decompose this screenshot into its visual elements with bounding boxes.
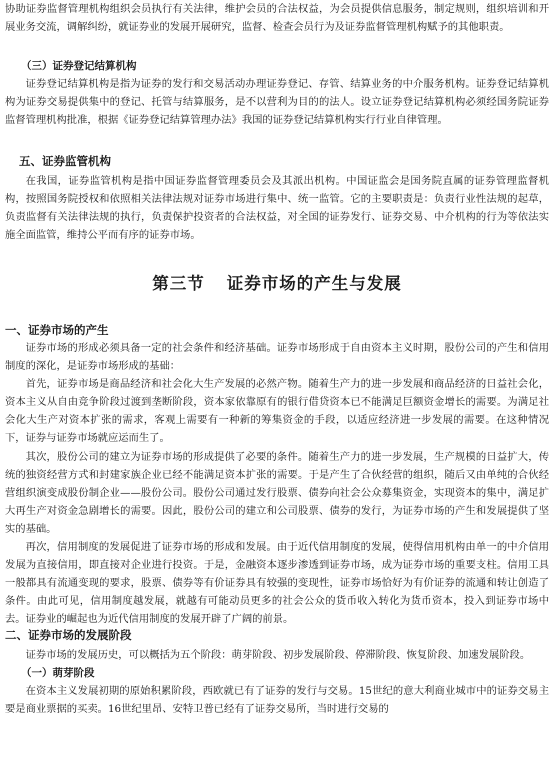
stage-1-text: 在资本主义发展初期的原始积累阶段，西欧就已有了证券的发行与交易。15世纪的意大利商业城市中的证券交易主要是商业票据的买卖。16世纪里昂、安特卫普已经有了证券交易所，当时进行交易的 xyxy=(5,685,549,716)
part-1-heading: 一、证券市场的产生 xyxy=(5,323,109,337)
section-5-block xyxy=(5,152,549,244)
chapter-number: 第三节 xyxy=(152,274,205,293)
section-3-block xyxy=(5,57,549,129)
part-1-paragraph-first: 首先，证券市场是商品经济和社会化大生产发展的必然产物。随着生产力的进一步发展和商品经济的日益社会化，资本主义从自由竞争阶段过渡到垄断阶段，资本家依靠原有的银行借贷资本已不能满足巨额资金增长的需要。为满足社会化大生产对资本扩张的需求，客观上需要有一种新的筹集资金的手段，以适应经济进一步发展的需要。在这种情况下，证券与证券市场就应运而生了。 xyxy=(5,378,549,445)
part-1-block xyxy=(5,321,549,629)
section-5-paragraph: 在我国，证券监管机构是指中国证券监督管理委员会及其派出机构。中国证监会是国务院直属的证券管理监督机构，按照国务院授权和依照相关法律法规对证券市场进行集中、统一监管。它的主要职责是：负责行业性法规的起草，负责监督有关法律法规的执行，负责保护投资者的合法权益，对全国的证券发行、证券交易、中介机构的行为等依法实施全面监管，维持公平而有序的证券市场。 xyxy=(5,175,549,242)
part-1-paragraph-second: 其次，股份公司的建立为证券市场的形成提供了必要的条件。随着生产力的进一步发展，生产规模的日益扩大，传统的独资经营方式和封建家族企业已经不能满足资本扩张的需要。于是产生了合伙经营的组织，随后又由单纯的合伙经营组织演变成股份制企业——股份公司。股份公司通过发行股票、债券向社会公众募集资金，实现资本的集中，满足扩大再生产对资金急剧增长的需要。因此，股份公司的建立和公司股票、债券的发行，为证券市场的产生和发展提供了坚实的基础。 xyxy=(5,450,549,535)
part-1-paragraph-third: 再次，信用制度的发展促进了证券市场的形成和发展。由于近代信用制度的发展，使得信用机构由单一的中介信用发展为直接信用，即直接对企业进行投资。于是，金融资本逐步渗透到证券市场，成为证券市场的重要支柱。信用工具一般都具有流通变现的要求，股票、债券等有价证券具有较强的变现性，证券市场恰好为有价证券的流通和转让创造了条件。由此可见，信用制度越发展，就越有可能动员更多的社会公众的货币收入转化为货币资本，投入到证券市场中去。证券业的崛起也为近代信用制度的发展开辟了广阔的前景。 xyxy=(5,541,549,626)
stage-1-heading: （一）萌芽阶段 xyxy=(21,667,95,680)
section-3-paragraph: 证券登记结算机构是指为证券的发行和交易活动办理证券登记、存管、结算业务的中介服务机构。证券登记结算机构为证券交易提供集中的登记、托管与结算服务，是不以营利为目的的法人。设立证券登记结算机构必须经国务院证券监督管理机构批准，根据《证券登记结算管理办法》我国的证券登记结算机构实行行业自律管理。 xyxy=(5,78,549,127)
top-paragraph: 协助证券监督管理机构组织会员执行有关法律，维护会员的合法权益，为会员提供信息服务，制定规则，组织培训和开展业务交流，调解纠纷，就证券业的发展开展研究，监督、检查会员行为及证券监督管理机构赋予的其他职责。 xyxy=(5,3,549,34)
section-5-heading: 五、证券监管机构 xyxy=(19,154,111,168)
chapter-title: 证券市场的产生与发展 xyxy=(226,274,402,293)
part-1-intro: 证券市场的形成必须具备一定的社会条件和经济基础。证券市场形成于自由资本主义时期，股份公司的产生和信用制度的深化，是证券市场形成的基础： xyxy=(5,342,549,373)
part-2-intro: 证券市场的发展历史，可以概括为五个阶段：萌芽阶段、初步发展阶段、停滞阶段、恢复阶段、加速发展阶段。 xyxy=(25,649,531,661)
part-2-block xyxy=(5,626,549,718)
chapter-heading xyxy=(5,270,549,294)
top-paragraph-block xyxy=(5,0,549,36)
part-2-heading: 二、证券市场的发展阶段 xyxy=(5,628,132,642)
section-3-heading: （三）证券登记结算机构 xyxy=(21,60,137,72)
